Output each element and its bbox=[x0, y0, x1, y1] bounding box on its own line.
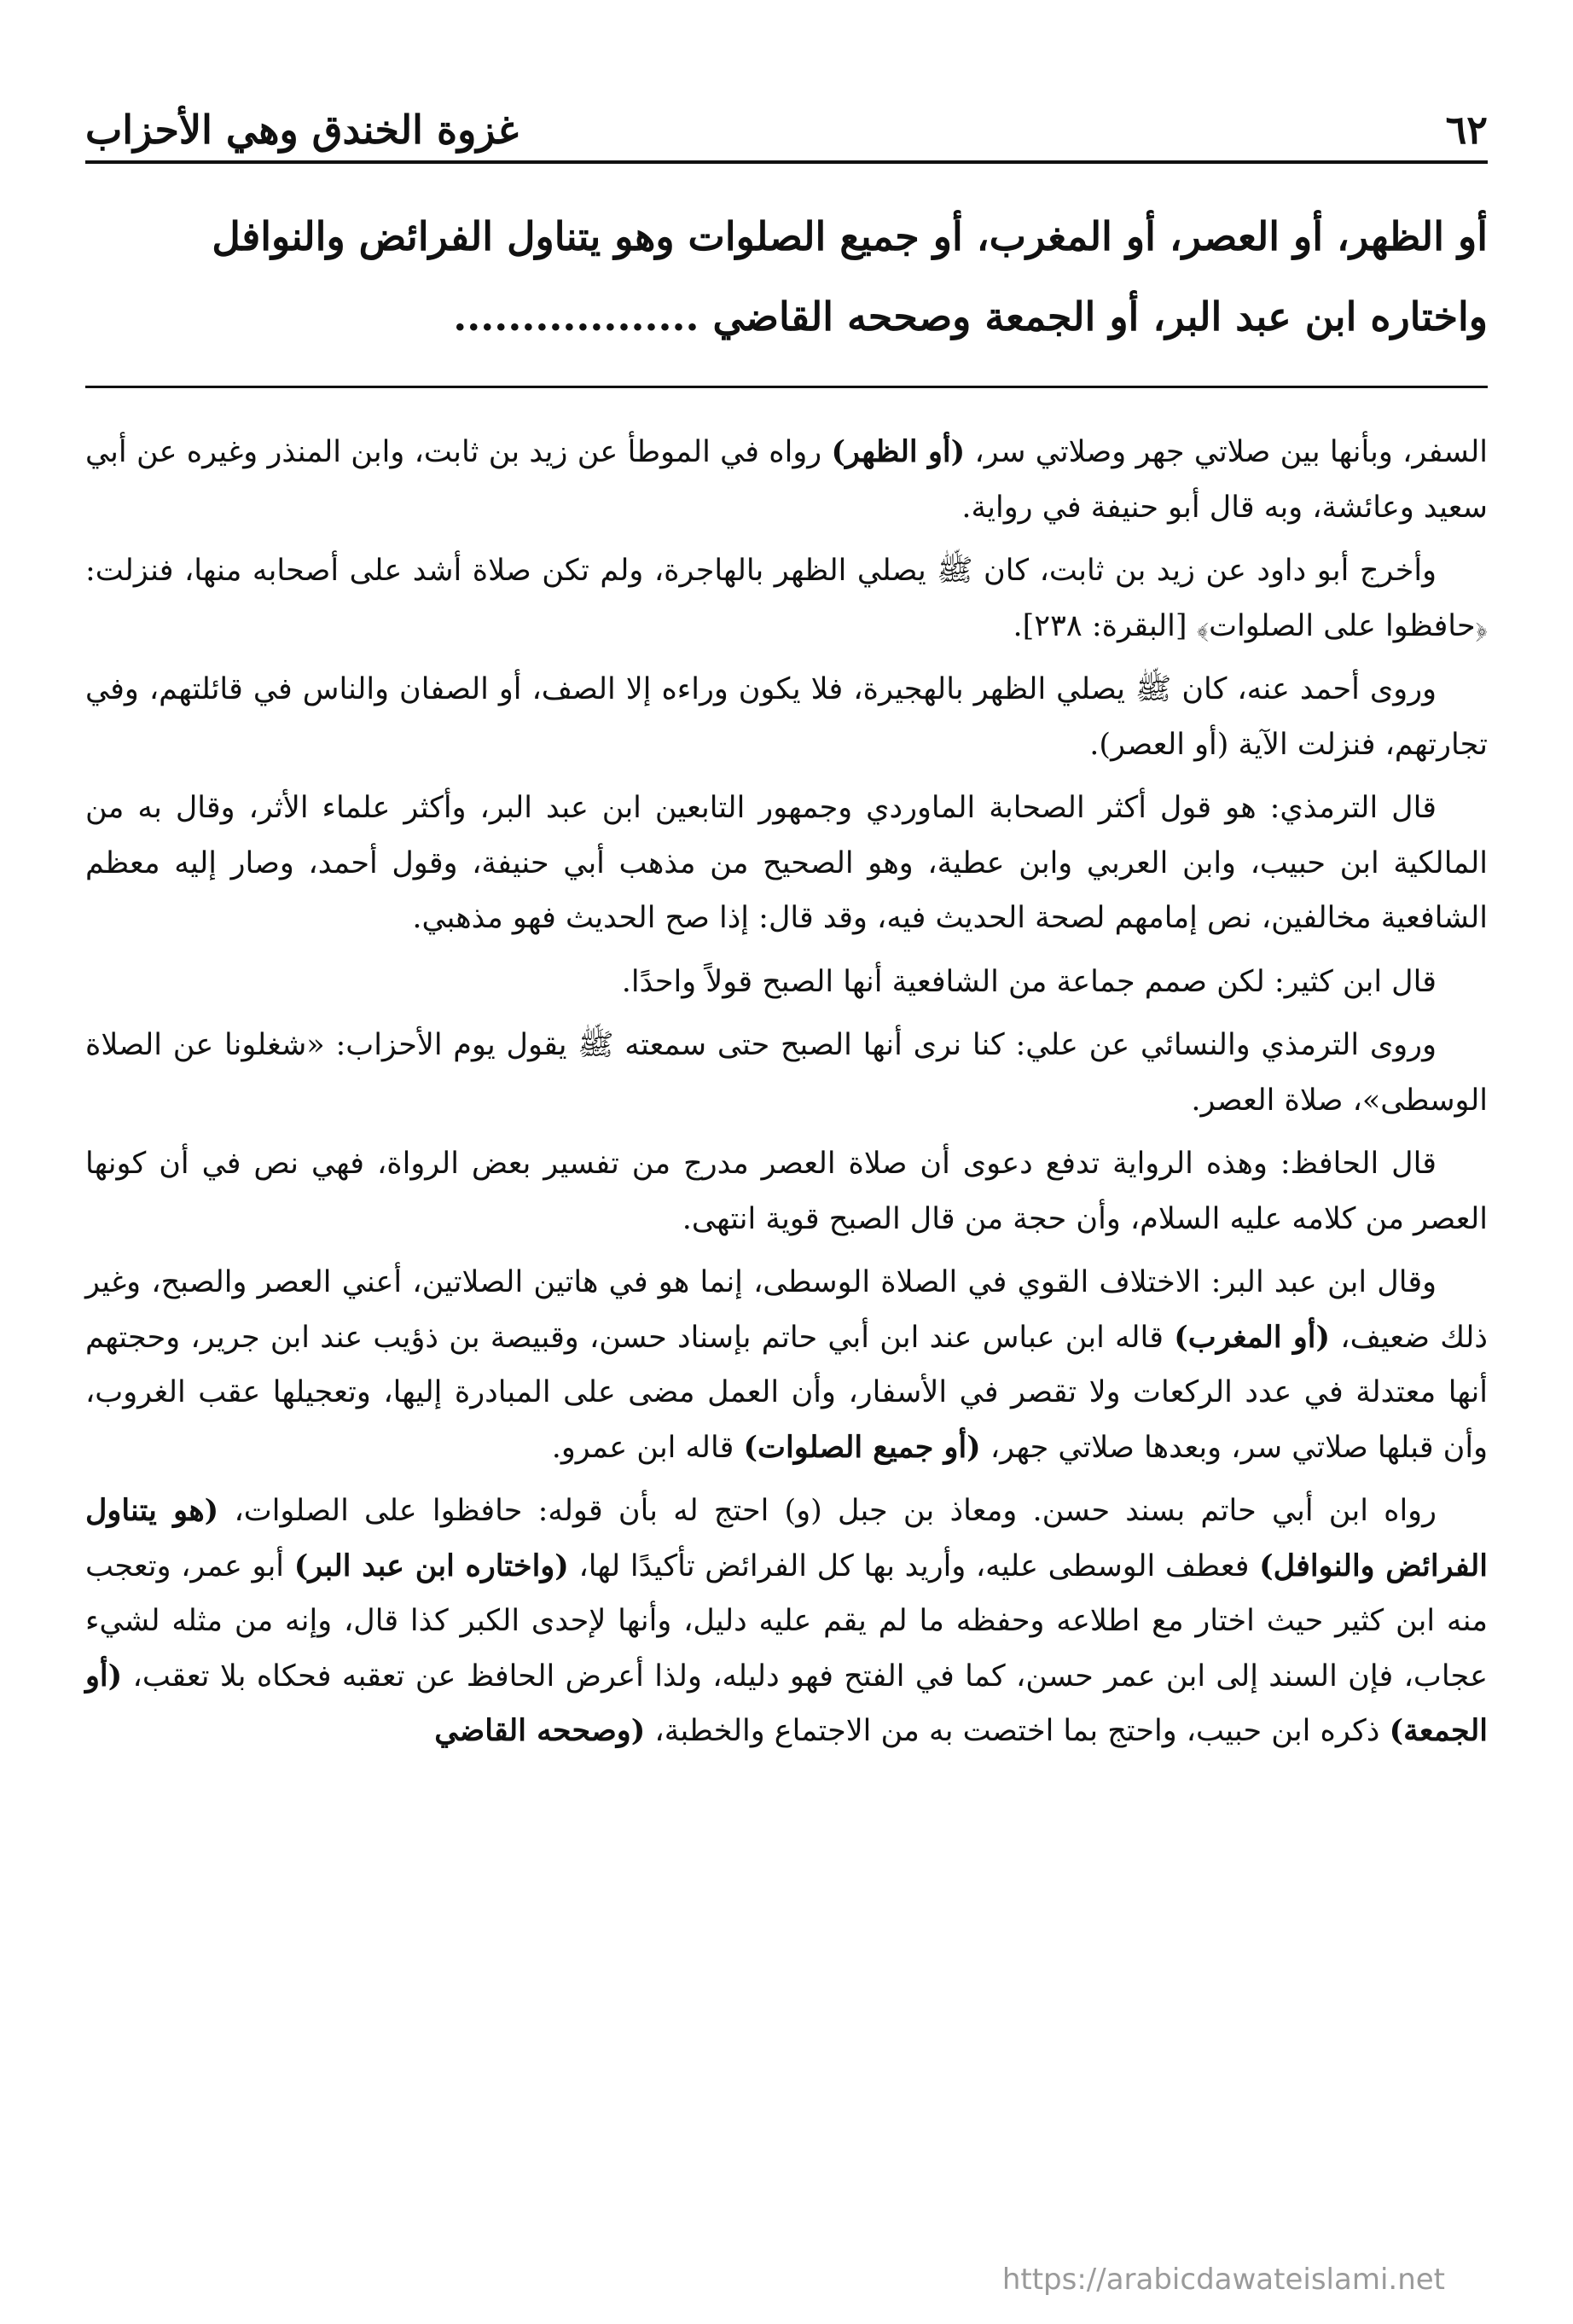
watermark-url: https://arabicdawateislami.net bbox=[1001, 2263, 1445, 2297]
commentary-paragraph: قال الحافظ: وهذه الرواية تدفع دعوى أن صلاة العصر مدرج من تفسير بعض الرواة، فهي نص في أن كونها العصر من كلامه عليه السلام، وأن حجة من قال الصبح قوية انتهى. bbox=[85, 1147, 1488, 1236]
commentary-paragraph: قال ابن كثير: لكن صمم جماعة من الشافعية أنها الصبح قولاً واحدًا. bbox=[621, 964, 1437, 999]
commentary-paragraph: السفر، وبأنها بين صلاتي جهر وصلاتي سر، (أو الظهر) رواه في الموطأ عن زيد بن ثابت، وابن المنذر وغيره عن أبي سعيد وعائشة، وبه قال أبو حنيفة في رواية. bbox=[85, 434, 1488, 525]
commentary-paragraph: وروى أحمد عنه، كان ﷺ يصلي الظهر بالهجيرة، فلا يكون وراءه إلا الصف، أو الصفان والناس في قائلتهم، وفي تجارتهم، فنزلت الآية (أو العصر). bbox=[85, 672, 1488, 762]
commentary-text bbox=[85, 425, 1488, 1768]
commentary-paragraph: قال الترمذي: هو قول أكثر الصحابة الماوردي وجمهور التابعين ابن عبد البر، وأكثر علماء الأثر، وقال به من المالكية ابن حبيب، وابن العربي وابن عطية، وهو الصحيح من مذهب أبي حنيفة، وقول أحمد، وصار إليه معظم الشافعية مخالفين، نص إمامهم لصحة الحديث فيه، وقد قال: إذا صح الحديث فهو مذهبي. bbox=[85, 791, 1488, 935]
matn-text bbox=[85, 196, 1488, 357]
matn-line: أو الظهر، أو العصر، أو المغرب، أو جميع الصلوات وهو يتناول الفرائض والنوافل bbox=[212, 213, 1488, 259]
commentary-paragraph: وأخرج أبو داود عن زيد بن ثابت، كان ﷺ يصلي الظهر بالهاجرة، ولم تكن صلاة أشد على أصحابه منها، فنزلت: ﴿حافظوا على الصلوات﴾ [البقرة: ٢٣٨]. bbox=[85, 554, 1488, 643]
page-header bbox=[85, 81, 1488, 153]
commentary-paragraph: وروى الترمذي والنسائي عن علي: كنا نرى أنها الصبح حتى سمعته ﷺ يقول يوم الأحزاب: «شغلونا عن الصلاة الوسطى»، صلاة العصر. bbox=[85, 1028, 1488, 1118]
matn-line: واختاره ابن عبد البر، أو الجمعة وصححه القاضي .................. bbox=[453, 293, 1488, 340]
header-rule bbox=[85, 160, 1488, 164]
commentary-paragraph: وقال ابن عبد البر: الاختلاف القوي في الصلاة الوسطى، إنما هو في هاتين الصلاتين، أعني العصر والصبح، وغير ذلك ضعيف، (أو المغرب) قاله ابن عباس عند ابن أبي حاتم بإسناد حسن، وقبيصة بن ذؤيب عند ابن جرير، وحجتهم أنها معتدلة في عدد الركعات ولا تقصر في الأسفار، وأن العمل مضى على المبادرة إليها، وتعجيلها عقب الغروب، وأن قبلها صلاتي سر، وبعدها صلاتي جهر، (أو جميع الصلوات) قاله ابن عمرو. bbox=[85, 1265, 1488, 1465]
page-number: ٦٢ bbox=[1445, 107, 1488, 153]
commentary-paragraph: رواه ابن أبي حاتم بسند حسن. ومعاذ بن جبل (و) احتج له بأن قوله: حافظوا على الصلوات، (هو يتناول الفرائض والنوافل) فعطف الوسطى عليه، وأريد بها كل الفرائض تأكيدًا لها، (واختاره ابن عبد البر) أبو عمر، وتعجب منه ابن كثير حيث اختار مع اطلاعه وحفظه ما لم يقم عليه دليل، وأنها لإحدى الكبر كذا قال، وإنه من مثله لشيء عجاب، فإن السند إلى ابن عمر حسن، كما في الفتح فهو دليله، ولذا أعرض الحافظ عن تعقبه فحكاه بلا تعقب، (أو الجمعة) ذكره ابن حبيب، واحتج بما اختصت به من الاجتماع والخطبة، (وصححه القاضي bbox=[85, 1493, 1489, 1748]
matn-rule bbox=[85, 386, 1488, 388]
running-title: غزوة الخندق وهي الأحزاب bbox=[85, 107, 519, 153]
